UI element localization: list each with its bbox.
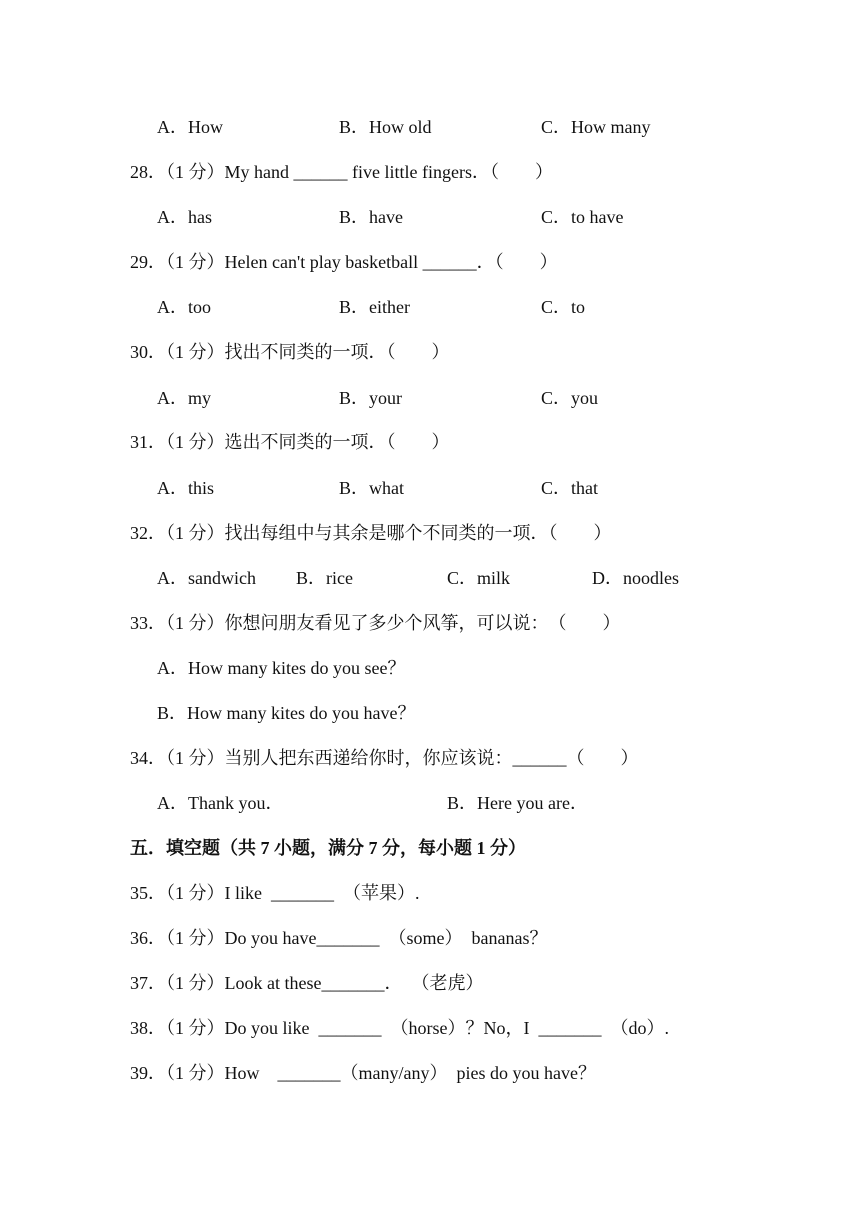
q31-option-b: B．what <box>339 478 404 498</box>
q29-option-c: C．to <box>541 297 586 317</box>
q29-option-a: A．too <box>157 297 211 317</box>
q27-option-c: C．How many <box>541 117 651 137</box>
question-38: 38．（1 分）Do you like _______ （horse）？No，I _______ （do）. <box>130 1018 669 1038</box>
q28-option-a: A．has <box>157 207 212 227</box>
question-35: 35．（1 分）I like _______ （苹果）. <box>130 883 420 903</box>
question-36: 36．（1 分）Do you have_______ （some） bananas？ <box>130 928 548 948</box>
q32-option-c: C．milk <box>447 568 511 588</box>
q32-option-b: B．rice <box>296 568 353 588</box>
question-39: 39．（1 分）How _______（many/any） pies do you have？ <box>130 1063 596 1083</box>
q31-option-c: C．that <box>541 478 598 498</box>
question-28: 28．（1 分）My hand ______ five little fingers．（ ） <box>130 162 553 182</box>
q34-option-a: A．Thank you． <box>157 793 284 813</box>
q27-option-b: B．How old <box>339 117 432 137</box>
q30-option-a: A．my <box>157 388 211 408</box>
q30-option-b: B．your <box>339 388 402 408</box>
q32-option-d: D．noodles <box>592 568 679 588</box>
q33-option-b: B．How many kites do you have？ <box>157 703 416 723</box>
section-five-heading: 五．填空题（共 7 小题，满分 7 分，每小题 1 分） <box>130 838 526 858</box>
q28-option-b: B．have <box>339 207 403 227</box>
q30-option-c: C．you <box>541 388 599 408</box>
q27-option-a: A．How <box>157 117 223 137</box>
question-34: 34．（1 分）当别人把东西递给你时，你应该说：______（ ） <box>130 748 639 768</box>
question-37: 37．（1 分）Look at these_______． （老虎） <box>130 973 484 993</box>
q28-option-c: C．to have <box>541 207 624 227</box>
q31-option-a: A．this <box>157 478 215 498</box>
question-30: 30．（1 分）找出不同类的一项．（ ） <box>130 342 450 362</box>
q34-option-b: B．Here you are． <box>447 793 588 813</box>
q29-option-b: B．either <box>339 297 410 317</box>
question-29: 29．（1 分）Helen can't play basketball ______．（ ） <box>130 252 558 272</box>
q32-option-a: A．sandwich <box>157 568 256 588</box>
q33-option-a: A．How many kites do you see？ <box>157 658 406 678</box>
question-31: 31．（1 分）选出不同类的一项．（ ） <box>130 432 450 452</box>
question-32: 32．（1 分）找出每组中与其余是哪个不同类的一项．（ ） <box>130 523 612 543</box>
question-33: 33．（1 分）你想问朋友看见了多少个风筝，可以说： （ ） <box>130 613 621 633</box>
